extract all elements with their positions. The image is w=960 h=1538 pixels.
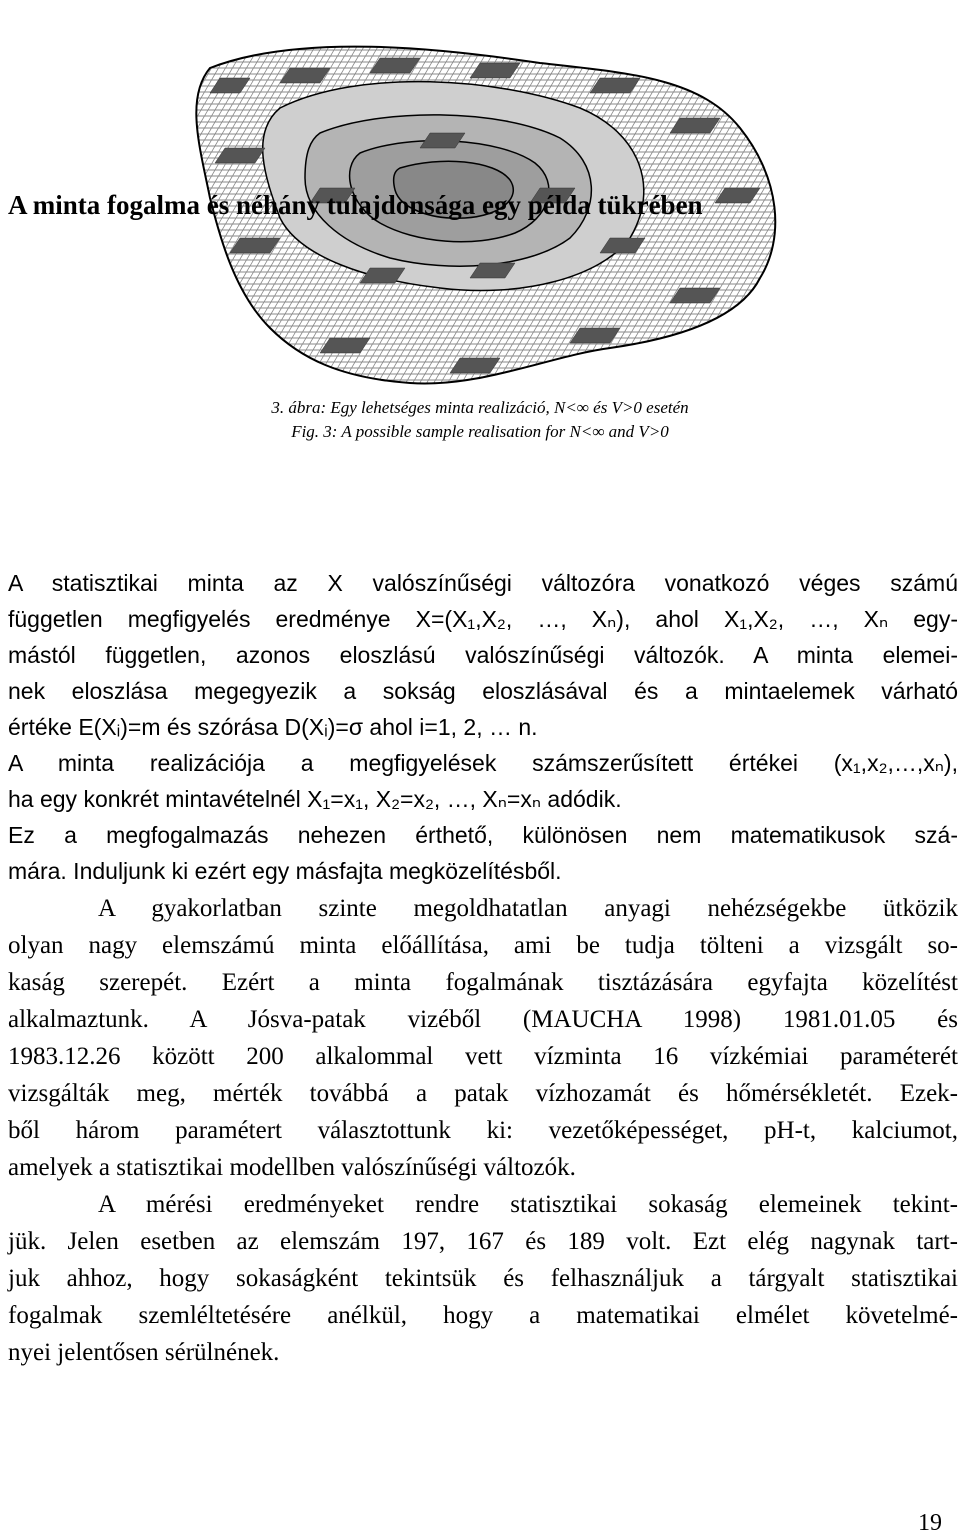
paragraph-line: mástól független, azonos eloszlású valószínűségi változók. A minta elemei-	[8, 642, 958, 668]
page-number: 19	[918, 1510, 942, 1536]
sample-realisation-figure	[180, 38, 790, 408]
paragraph-line: A gyakorlatban szinte megoldhatatlan anyagi nehézségekbe ütközik	[98, 895, 958, 922]
paragraph-line: A mérési eredményeket rendre statisztikai sokaság elemeinek tekint-	[98, 1191, 958, 1218]
paragraph-line: ha egy konkrét mintavételnél X₁=x₁, X₂=x₂, …, Xₙ=xₙ adódik.	[8, 786, 622, 812]
paragraph-line: ből három paramétert választottunk ki: vezetőképességet, pH-t, kalciumot,	[8, 1117, 958, 1144]
paragraph-line: 1983.12.26 között 200 alkalommal vett vízminta 16 vízkémiai paraméterét	[8, 1043, 958, 1070]
paragraph-line: alkalmaztunk. A Jósva-patak vizéből (MAUCHA 1998) 1981.01.05 és	[8, 1006, 958, 1033]
figure-caption-en: Fig. 3: A possible sample realisation for N<∞ and V>0	[291, 422, 669, 441]
paragraph-line: vizsgálták meg, mérték továbbá a patak vízhozamát és hőmérsékletét. Ezek-	[8, 1080, 958, 1107]
figure-caption-hu: 3. ábra: Egy lehetséges minta realizáció, N<∞ és V>0 esetén	[271, 398, 689, 417]
paragraph-line: amelyek a statisztikai modellben valószínűségi változók.	[8, 1154, 576, 1181]
paragraph-line: olyan nagy elemszámú minta előállítása, ami be tudja tölteni a vizsgált so-	[8, 932, 958, 959]
paragraph-line: A minta realizációja a megfigyelések számszerűsített értékei (x₁,x₂,…,xₙ),	[8, 750, 958, 776]
paragraph-line: mára. Induljunk ki ezért egy másfajta megközelítésből.	[8, 858, 562, 884]
paragraph-line: nyei jelentősen sérülnének.	[8, 1339, 280, 1366]
paragraph-line: A statisztikai minta az X valószínűségi változóra vonatkozó véges számú	[8, 570, 958, 596]
section-heading: A minta fogalma és néhány tulajdonsága egy példa tükrében	[8, 190, 703, 220]
paragraph-line: nek eloszlása megegyezik a sokság eloszlásával és a mintaelemek várható	[8, 678, 958, 704]
paragraph-line: értéke E(Xᵢ)=m és szórása D(Xᵢ)=σ ahol i=1, 2, … n.	[8, 714, 538, 740]
paragraph-line: jük. Jelen esetben az elemszám 197, 167 és 189 volt. Ezt elég nagynak tart-	[8, 1228, 958, 1255]
paragraph-line: Ez a megfogalmazás nehezen érthető, különösen nem matematikusok szá-	[8, 822, 958, 848]
paragraph-line: független megfigyelés eredménye X=(X₁,X₂, …, Xₙ), ahol X₁,X₂, …, Xₙ egy-	[8, 606, 958, 632]
paragraph-line: fogalmak szemléltetésére anélkül, hogy a matematikai elmélet követelmé-	[8, 1302, 958, 1329]
paragraph-line: kaság szerepét. Ezért a minta fogalmának tisztázására egyfajta közelítést	[8, 969, 958, 996]
paragraph-line: juk ahhoz, hogy sokaságként tekintsük és felhasználjuk a tárgyalt statisztikai	[8, 1265, 958, 1292]
